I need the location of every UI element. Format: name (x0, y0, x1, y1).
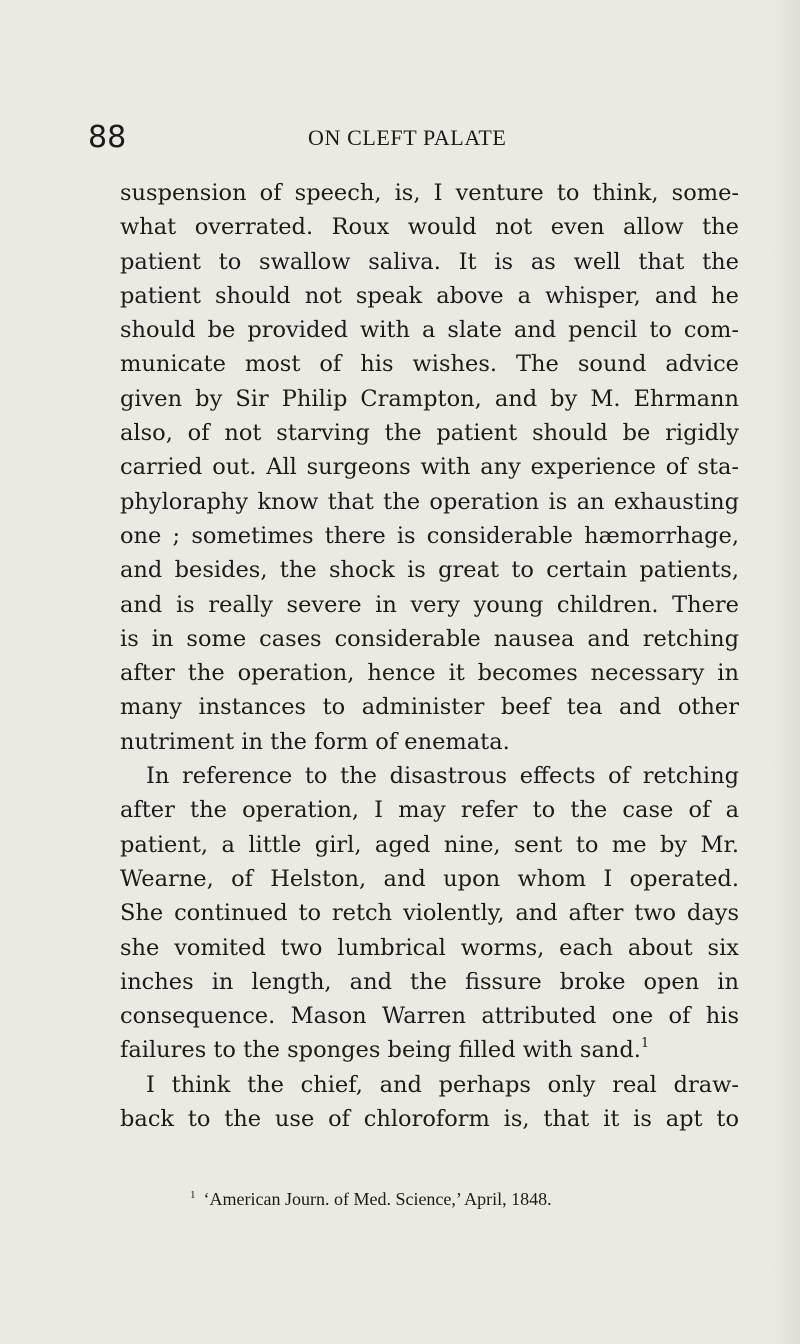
paragraph-start-line: In reference to the disastrous effects of retching (146, 763, 739, 790)
text-line: one ; sometimes there is considerable hæmorrhage, (120, 522, 739, 549)
text-line: is in some cases considerable nausea and retching (120, 625, 739, 652)
text-line: and besides, the shock is great to certain patients, (120, 557, 739, 584)
text-line: also, of not starving the patient should be rigidly (120, 420, 739, 447)
footnote-text: ‘American Journ. of Med. Science,’ April, 1848. (203, 1189, 552, 1209)
text-line: and is really severe in very young children. There (120, 591, 739, 618)
footnote-reference: 1 (640, 1036, 650, 1052)
text-line: back to the use of chloroform is, that it is apt to (120, 1106, 739, 1133)
text-line: patient, a little girl, aged nine, sent to me by Mr. (120, 831, 739, 858)
text-line: patient should not speak above a whisper, and he (120, 282, 739, 309)
text-line: municate most of his wishes. The sound advice (120, 351, 739, 378)
paragraph-end-line: nutriment in the form of enemata. (120, 728, 510, 755)
text-line: She continued to retch violently, and after two days (120, 900, 739, 927)
text-line: suspension of speech, is, I venture to think, some- (120, 180, 739, 206)
paragraph-end-line (120, 1033, 739, 1067)
running-title: ON CLEFT PALATE (308, 125, 507, 150)
text-line: Wearne, of Helston, and upon whom I operated. (120, 865, 739, 892)
text-line: inches in length, and the fissure broke open in (120, 968, 739, 995)
text-line: patient to swallow saliva. It is as well that the (120, 248, 739, 275)
text-line: after the operation, hence it becomes necessary in (120, 660, 739, 687)
text-line: consequence. Mason Warren attributed one of his (120, 1003, 739, 1030)
text-line: she vomited two lumbrical worms, each about six (120, 934, 739, 961)
text-line: what overrated. Roux would not even allow the (120, 214, 739, 241)
text-line: given by Sir Philip Crampton, and by M. Ehrmann (120, 385, 739, 412)
text-line: phyloraphy know that the operation is an exhausting (120, 488, 739, 515)
page-header (88, 118, 738, 158)
page-number: 88 (88, 120, 127, 155)
paragraph-start-line: I think the chief, and perhaps only real draw- (146, 1071, 739, 1098)
footnote (190, 1187, 750, 1211)
line-text: failures to the sponges being filled with sand. (120, 1037, 641, 1064)
page-edge-shadow (772, 0, 800, 1344)
text-line: after the operation, I may refer to the case of a (120, 797, 739, 824)
text-line: many instances to administer beef tea and other (120, 694, 739, 721)
text-line: should be provided with a slate and pencil to com- (120, 317, 739, 344)
text-line: carried out. All surgeons with any experience of sta- (120, 454, 739, 481)
body-text (120, 176, 739, 1136)
footnote-mark: 1 (190, 1189, 196, 1201)
